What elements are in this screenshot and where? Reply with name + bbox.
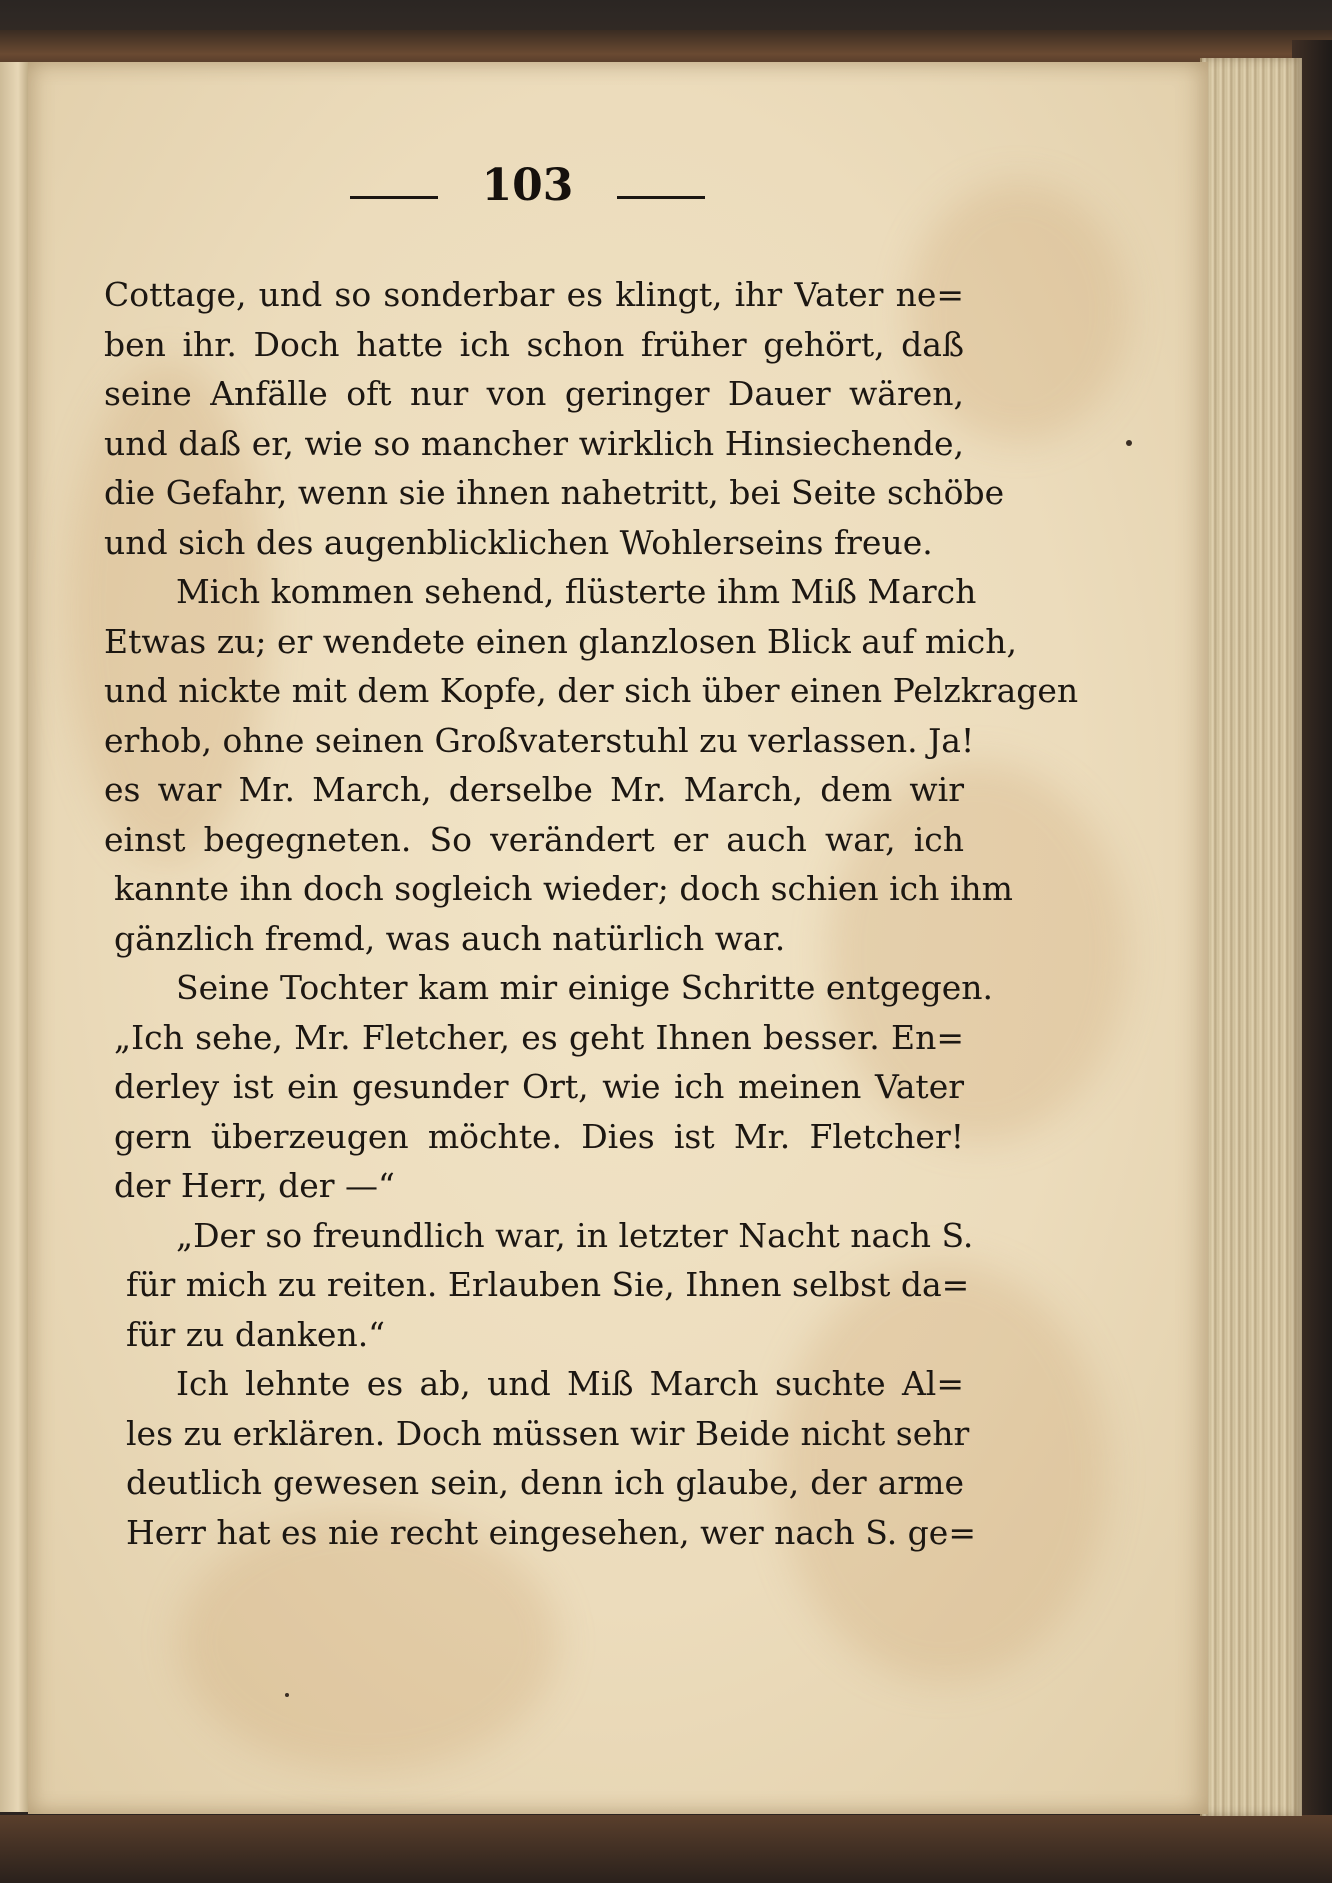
header-rule-right [617,196,705,199]
book-cover-bottom [0,1815,1332,1883]
page-block-edges [1200,58,1302,1816]
text-line: Herr hat es nie recht eingesehen, wer nach S. ge= [126,1512,976,1552]
text-line: gern überzeugen möchte. Dies ist Mr. Fletcher! [114,1116,964,1156]
text-line: für mich zu reiten. Erlauben Sie, Ihnen selbst da= [126,1265,970,1304]
body-text [104,270,1079,1557]
text-line: derley ist ein gesunder Ort, wie ich meinen Vater [114,1067,964,1106]
text-line: der Herr, der —“ [114,1166,395,1205]
text-line: und sich des augenblicklichen Wohlerseins freue. [104,522,933,562]
text-line: gänzlich fremd, was auch natürlich war. [114,918,786,958]
page-number: 103 [481,160,574,211]
text-line: Mich kommen sehend, flüsterte ihm Miß March [176,572,977,611]
text-line: Ich lehnte es ab, und Miß March suchte Al= [176,1364,964,1403]
ink-speck [285,1693,289,1697]
text-line: „Der so freundlich war, in letzter Nacht nach S. [176,1215,974,1255]
page-header [0,160,1332,230]
ink-speck [1126,440,1132,446]
text-line: ben ihr. Doch hatte ich schon früher gehört, daß [104,324,964,364]
text-line: deutlich gewesen sein, denn ich glaube, der arme [126,1463,964,1502]
text-line: „Ich sehe, Mr. Fletcher, es geht Ihnen besser. En= [114,1017,964,1057]
text-line: erhob, ohne seinen Großvaterstuhl zu verlassen. Ja! [104,720,975,760]
text-line: Seine Tochter kam mir einige Schritte entgegen. [176,968,993,1007]
text-line: seine Anfälle oft nur von geringer Dauer wären, [104,374,964,413]
text-line: und nickte mit dem Kopfe, der sich über einen Pelzkragen [104,671,1079,710]
text-line: les zu erklären. Doch müssen wir Beide nicht sehr [126,1413,970,1453]
text-line: es war Mr. March, derselbe Mr. March, dem wir [104,770,964,809]
text-line: kannte ihn doch sogleich wieder; doch schien ich ihm [114,869,1013,908]
text-line: und daß er, wie so mancher wirklich Hinsiechende, [104,423,964,463]
text-line: Cottage, und so sonderbar es klingt, ihr Vater ne= [104,275,964,314]
header-rule-left [350,196,438,199]
text-line: die Gefahr, wenn sie ihnen nahetritt, bei Seite schöbe [104,473,1005,512]
left-page-edge [0,62,31,1812]
text-line: für zu danken.“ [126,1314,386,1354]
text-line: einst begegneten. So verändert er auch war, ich [104,819,964,859]
text-line: Etwas zu; er wendete einen glanzlosen Blick auf mich, [104,621,1017,661]
